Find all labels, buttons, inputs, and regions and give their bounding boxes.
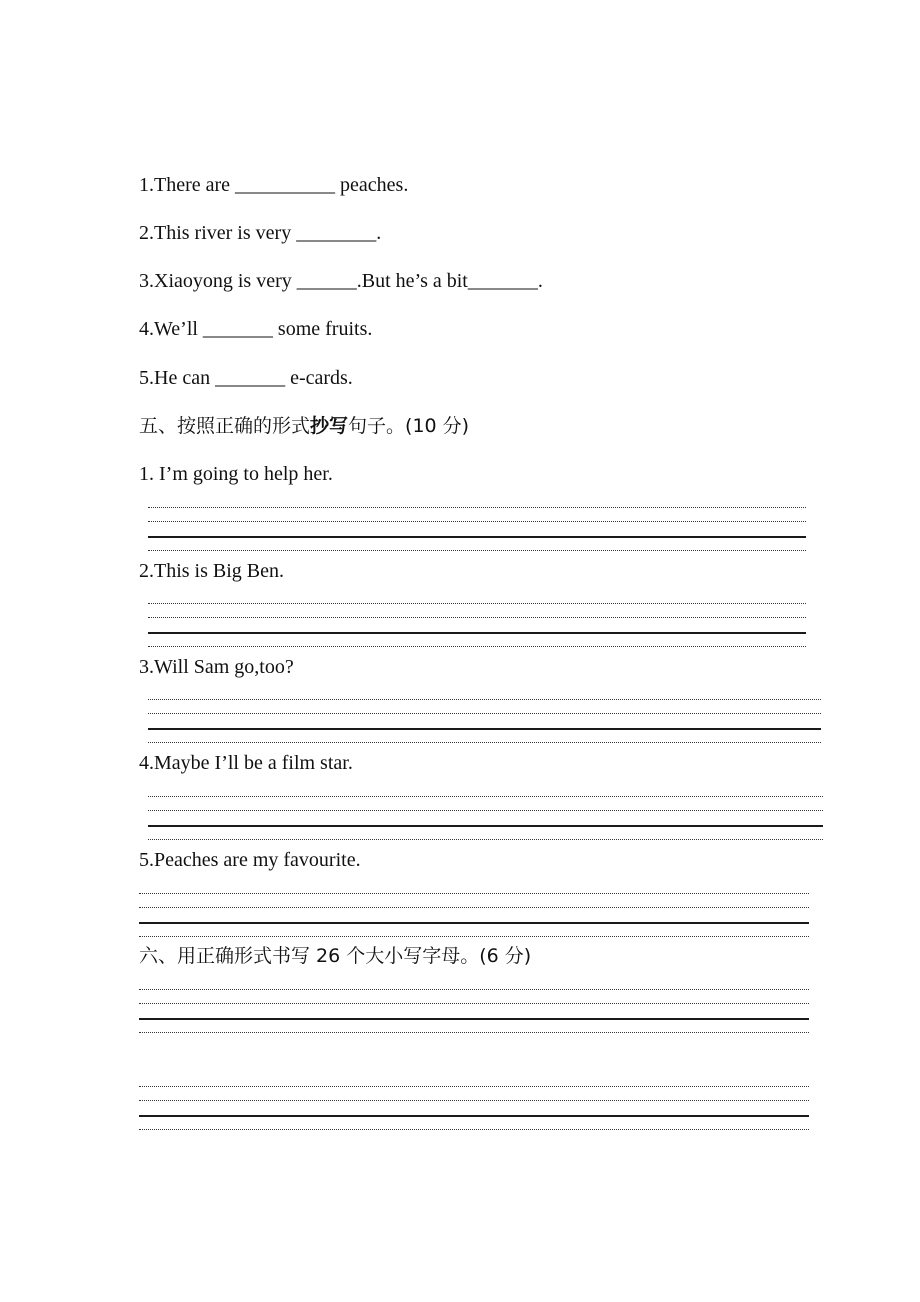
fill-blank-5: 5.He can _______ e-cards. xyxy=(139,367,353,389)
section-6-heading: 六、用正确形式书写 26 个大小写字母。(6 分) xyxy=(139,945,532,967)
copy-sentence-5: 5.Peaches are my favourite. xyxy=(139,849,361,871)
alphabet-writing-lines-1[interactable] xyxy=(139,989,809,1037)
section-5-heading-part2: 句子。(10 分) xyxy=(348,415,470,437)
fill-blank-2: 2.This river is very ________. xyxy=(139,222,382,244)
copy-sentence-3: 3.Will Sam go,too? xyxy=(139,656,294,678)
writing-lines-1[interactable] xyxy=(148,507,806,555)
fill-blank-4: 4.We’ll _______ some fruits. xyxy=(139,318,373,340)
writing-lines-4[interactable] xyxy=(148,796,823,844)
fill-blank-1: 1.There are __________ peaches. xyxy=(139,174,409,196)
writing-lines-2[interactable] xyxy=(148,603,806,651)
copy-sentence-1: 1. I’m going to help her. xyxy=(139,463,333,485)
writing-lines-5[interactable] xyxy=(139,893,809,941)
copy-sentence-2: 2.This is Big Ben. xyxy=(139,560,285,582)
alphabet-writing-lines-2[interactable] xyxy=(139,1086,809,1134)
copy-sentence-4: 4.Maybe I’ll be a film star. xyxy=(139,752,353,774)
section-5-heading xyxy=(139,414,469,438)
fill-blank-3: 3.Xiaoyong is very ______.But he’s a bit_______. xyxy=(139,270,543,292)
section-5-heading-part1: 五、按照正确的形式 xyxy=(139,415,311,437)
section-5-heading-bold: 抄写 xyxy=(310,415,349,437)
writing-lines-3[interactable] xyxy=(148,699,821,747)
